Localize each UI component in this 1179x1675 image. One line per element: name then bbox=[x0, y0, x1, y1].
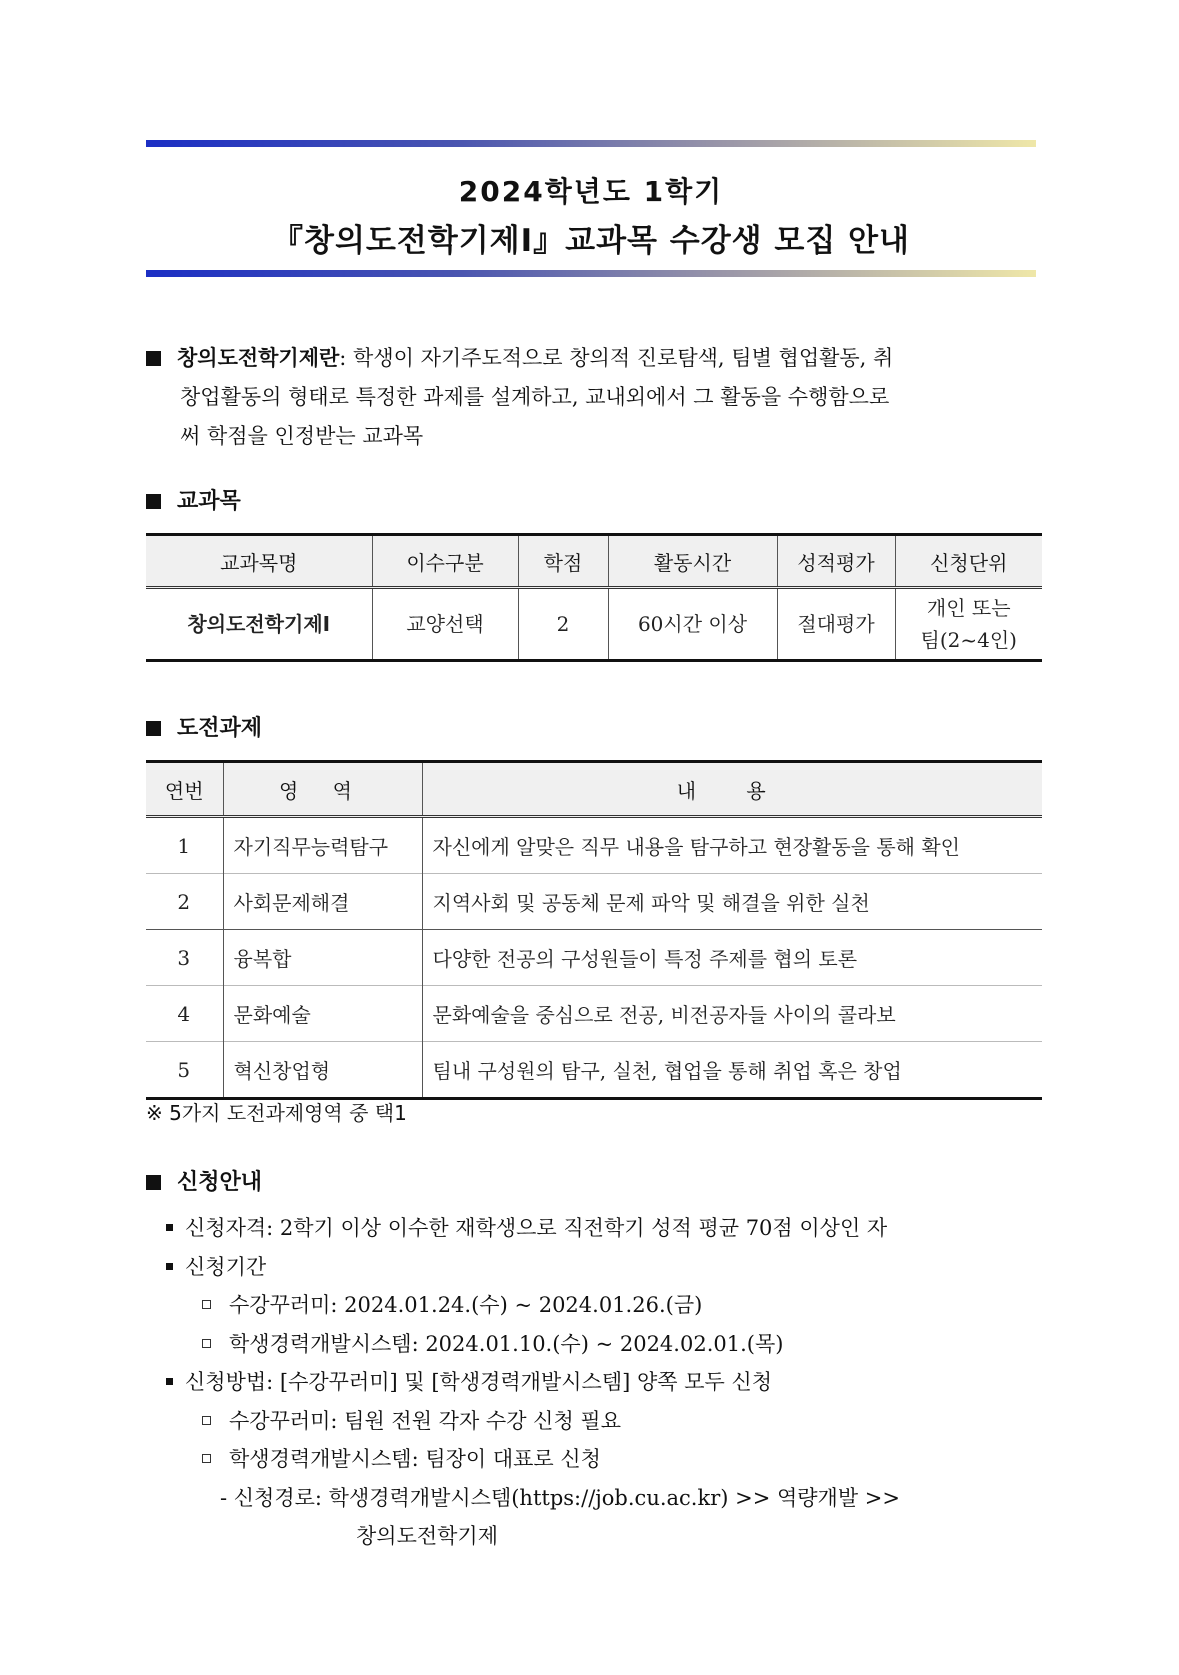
list-item bbox=[146, 1325, 1046, 1364]
task-no: 4 bbox=[146, 986, 223, 1042]
column-header: 이수구분 bbox=[372, 535, 518, 588]
square-bullet-icon bbox=[146, 351, 161, 366]
course-credits: 2 bbox=[518, 588, 608, 661]
course-name: 창의도전학기제Ⅰ bbox=[146, 588, 372, 661]
task-no: 1 bbox=[146, 817, 223, 874]
task-area: 융복합 bbox=[223, 930, 422, 986]
course-section-heading: 교과목 bbox=[146, 484, 241, 515]
list-item bbox=[146, 1248, 1046, 1287]
title-line2: 『창의도전학기제Ⅰ』교과목 수강생 모집 안내 bbox=[272, 223, 910, 259]
task-note: ※ 5가지 도전과제영역 중 택1 bbox=[146, 1101, 407, 1125]
column-header: 성적평가 bbox=[777, 535, 895, 588]
apply-period-label: 신청기간 bbox=[185, 1254, 267, 1279]
task-no: 5 bbox=[146, 1042, 223, 1099]
column-header: 교과목명 bbox=[146, 535, 372, 588]
apply-path-line1: - 신청경로: 학생경력개발시스템(https://job.cu.ac.kr) >> 역량개발 >> bbox=[220, 1485, 900, 1510]
square-bullet-icon bbox=[146, 721, 161, 736]
column-header: 영 역 bbox=[223, 762, 422, 817]
table-row bbox=[146, 930, 1042, 986]
small-square-bullet-icon bbox=[166, 1378, 173, 1385]
task-area: 자기직무능력탐구 bbox=[223, 817, 422, 874]
course-unit-line2: 팀(2~4인) bbox=[920, 628, 1017, 652]
apply-period-career: 학생경력개발시스템: 2024.01.10.(수) ~ 2024.02.01.(목) bbox=[229, 1331, 784, 1356]
table-row bbox=[146, 986, 1042, 1042]
task-content: 자신에게 알맞은 직무 내용을 탐구하고 현장활동을 통해 확인 bbox=[432, 835, 961, 859]
table-row bbox=[146, 874, 1042, 930]
course-table bbox=[146, 533, 1042, 662]
column-header: 연번 bbox=[146, 762, 223, 817]
course-table-header-row bbox=[146, 535, 1042, 588]
task-no: 3 bbox=[146, 930, 223, 986]
task-table bbox=[146, 760, 1042, 1100]
apply-period-sugang: 수강꾸러미: 2024.01.24.(수) ~ 2024.01.26.(금) bbox=[229, 1293, 703, 1317]
course-grading: 절대평가 bbox=[777, 588, 895, 661]
course-unit-line1: 개인 또는 bbox=[926, 596, 1011, 620]
small-square-bullet-icon bbox=[166, 1224, 173, 1231]
list-item bbox=[146, 1402, 1046, 1441]
apply-section-heading: 신청안내 bbox=[146, 1165, 262, 1196]
task-content: 문화예술을 중심으로 전공, 비전공자들 사이의 콜라보 bbox=[432, 1003, 896, 1027]
task-no: 2 bbox=[146, 874, 223, 930]
small-square-bullet-icon bbox=[166, 1263, 173, 1270]
title-bottom-bar bbox=[146, 270, 1036, 277]
intro-paragraph bbox=[146, 339, 1042, 456]
column-header: 활동시간 bbox=[608, 535, 777, 588]
title-top-bar bbox=[146, 140, 1036, 147]
table-row bbox=[146, 588, 1042, 661]
task-content: 지역사회 및 공동체 문제 파악 및 해결을 위한 실천 bbox=[432, 891, 870, 915]
list-item bbox=[146, 1363, 1046, 1402]
hollow-square-bullet-icon bbox=[202, 1454, 211, 1463]
column-header: 내 용 bbox=[422, 762, 1042, 817]
hollow-square-bullet-icon bbox=[202, 1339, 211, 1348]
column-header: 학점 bbox=[518, 535, 608, 588]
task-area: 문화예술 bbox=[223, 986, 422, 1042]
course-unit bbox=[895, 588, 1042, 661]
apply-method-sugang: 수강꾸러미: 팀원 전원 각자 수강 신청 필요 bbox=[229, 1408, 621, 1433]
course-category: 교양선택 bbox=[372, 588, 518, 661]
hollow-square-bullet-icon bbox=[202, 1300, 211, 1309]
intro-text-3: 써 학점을 인정받는 교과목 bbox=[180, 424, 424, 448]
table-row bbox=[146, 1042, 1042, 1099]
task-content: 팀내 구성원의 탐구, 실천, 협업을 통해 취업 혹은 창업 bbox=[432, 1059, 902, 1083]
apply-eligibility: 신청자격: 2학기 이상 이수한 재학생으로 직전학기 성적 평균 70점 이상인 자 bbox=[185, 1216, 888, 1240]
list-item bbox=[146, 1209, 1046, 1248]
task-section-heading: 도전과제 bbox=[146, 711, 262, 742]
intro-label: 창의도전학기제란 bbox=[177, 346, 340, 370]
apply-method-career: 학생경력개발시스템: 팀장이 대표로 신청 bbox=[229, 1447, 601, 1471]
task-area: 사회문제해결 bbox=[223, 874, 422, 930]
square-bullet-icon bbox=[146, 494, 161, 509]
apply-details bbox=[146, 1209, 1046, 1556]
task-area: 혁신창업형 bbox=[223, 1042, 422, 1099]
course-hours: 60시간 이상 bbox=[608, 588, 777, 661]
apply-path-line2: 창의도전학기제 bbox=[356, 1524, 499, 1548]
intro-text-1: : 학생이 자기주도적으로 창의적 진로탐색, 팀별 협업활동, 취 bbox=[339, 346, 894, 370]
table-row bbox=[146, 817, 1042, 874]
intro-text-2: 창업활동의 형태로 특정한 과제를 설계하고, 교내외에서 그 활동을 수행함으로 bbox=[180, 385, 890, 409]
apply-method-label: 신청방법: [수강꾸러미] 및 [학생경력개발시스템] 양쪽 모두 신청 bbox=[185, 1370, 773, 1394]
list-item bbox=[146, 1440, 1046, 1479]
title-line1: 2024학년도 1학기 bbox=[458, 175, 724, 208]
hollow-square-bullet-icon bbox=[202, 1416, 211, 1425]
square-bullet-icon bbox=[146, 1175, 161, 1190]
task-table-header-row bbox=[146, 762, 1042, 817]
column-header: 신청단위 bbox=[895, 535, 1042, 588]
task-content: 다양한 전공의 구성원들이 특정 주제를 협의 토론 bbox=[432, 947, 858, 971]
list-item bbox=[146, 1286, 1046, 1325]
